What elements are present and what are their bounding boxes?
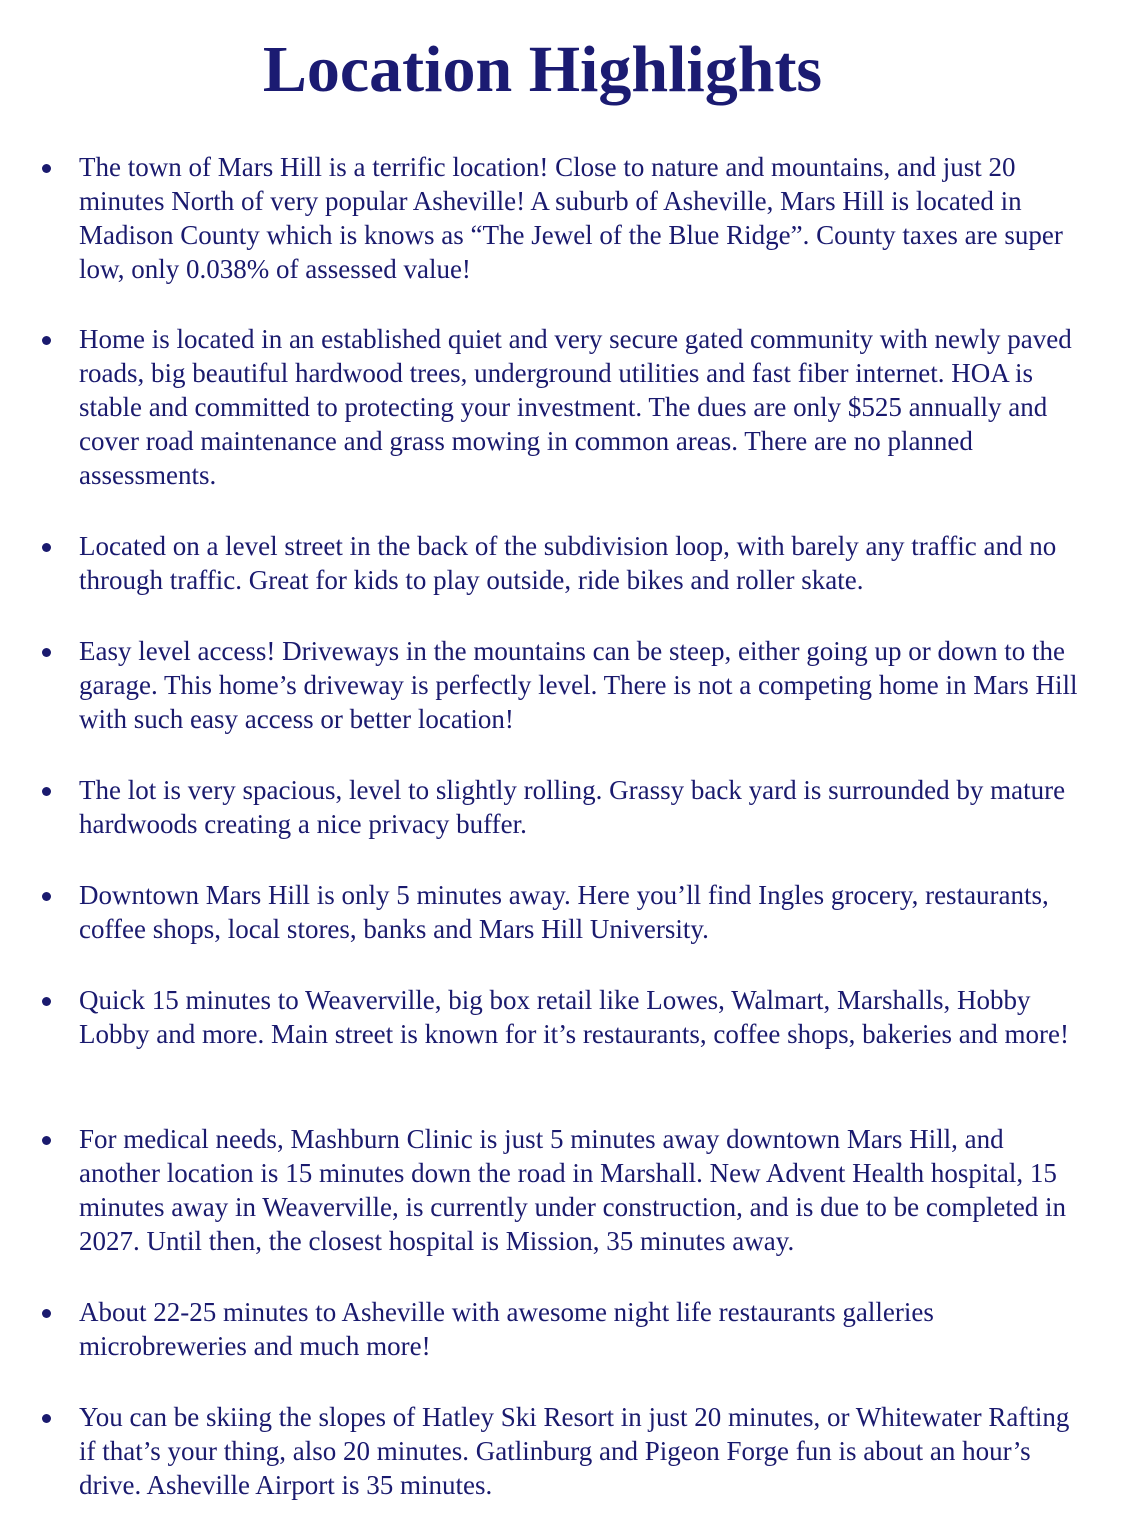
bullet-icon (42, 997, 51, 1006)
list-item-text: Downtown Mars Hill is only 5 minutes away. Here you’ll find Ingles grocery, restaurants, coffee shops, local stores, banks and Mars Hill University. (79, 880, 1049, 944)
list-item-text: About 22-25 minutes to Asheville with awesome night life restaurants galleries microbreweries and much more! (79, 1297, 934, 1361)
page-title: Location Highlights (262, 33, 823, 106)
bullet-icon (42, 336, 51, 345)
bullet-icon (42, 892, 51, 901)
list-item-text: For medical needs, Mashburn Clinic is just 5 minutes away downtown Mars Hill, and another location is 15 minutes down the road in Marshall. New Advent Health hospital, 15 minutes away in Weaverville, is currently under construction, and is due to be completed in 2027. Until then, the closest hospital is Mission, 35 minutes away. (79, 1124, 1067, 1256)
list-item-text: Easy level access! Driveways in the mountains can be steep, either going up or down to the garage. This home’s driveway is perfectly level. There is not a competing home in Mars Hill with such easy access or better location! (79, 636, 1078, 734)
bullet-icon (42, 648, 51, 657)
list-item-text: The lot is very spacious, level to slightly rolling. Grassy back yard is surrounded by mature hardwoods creating a nice privacy buffer. (79, 775, 1066, 839)
bullet-icon (42, 787, 51, 796)
list-item-text: Located on a level street in the back of the subdivision loop, with barely any traffic and no through traffic. Great for kids to play outside, ride bikes and roller skate. (79, 531, 1057, 595)
list-item-text: The town of Mars Hill is a terrific location! Close to nature and mountains, and just 20 minutes North of very popular Asheville! A suburb of Asheville, Mars Hill is located in Madison County which is knows as “The Jewel of the Blue Ridge”. County taxes are super low, only 0.038% of assessed value! (79, 152, 1063, 284)
list-item-text: Home is located in an established quiet and very secure gated community with newly paved roads, big beautiful hardwood trees, underground utilities and fast fiber internet. HOA is stable and committed to protecting your investment. The dues are only $525 annually and cover road maintenance and grass mowing in common areas. There are no planned assessments. (79, 324, 1072, 490)
bullet-icon (42, 543, 51, 552)
bullet-icon (42, 164, 51, 173)
bullet-icon (42, 1309, 51, 1318)
bullet-icon (42, 1136, 51, 1145)
list-item-text: Quick 15 minutes to Weaverville, big box retail like Lowes, Walmart, Marshalls, Hobby Lobby and more. Main street is known for it’s restaurants, coffee shops, bakeries and more! (79, 985, 1069, 1049)
list-item-text: You can be skiing the slopes of Hatley Ski Resort in just 20 minutes, or Whitewater Rafting if that’s your thing, also 20 minutes. Gatlinburg and Pigeon Forge fun is about an hour’s drive. Asheville Airport is 35 minutes. (79, 1402, 1070, 1500)
bullet-icon (42, 1414, 51, 1423)
